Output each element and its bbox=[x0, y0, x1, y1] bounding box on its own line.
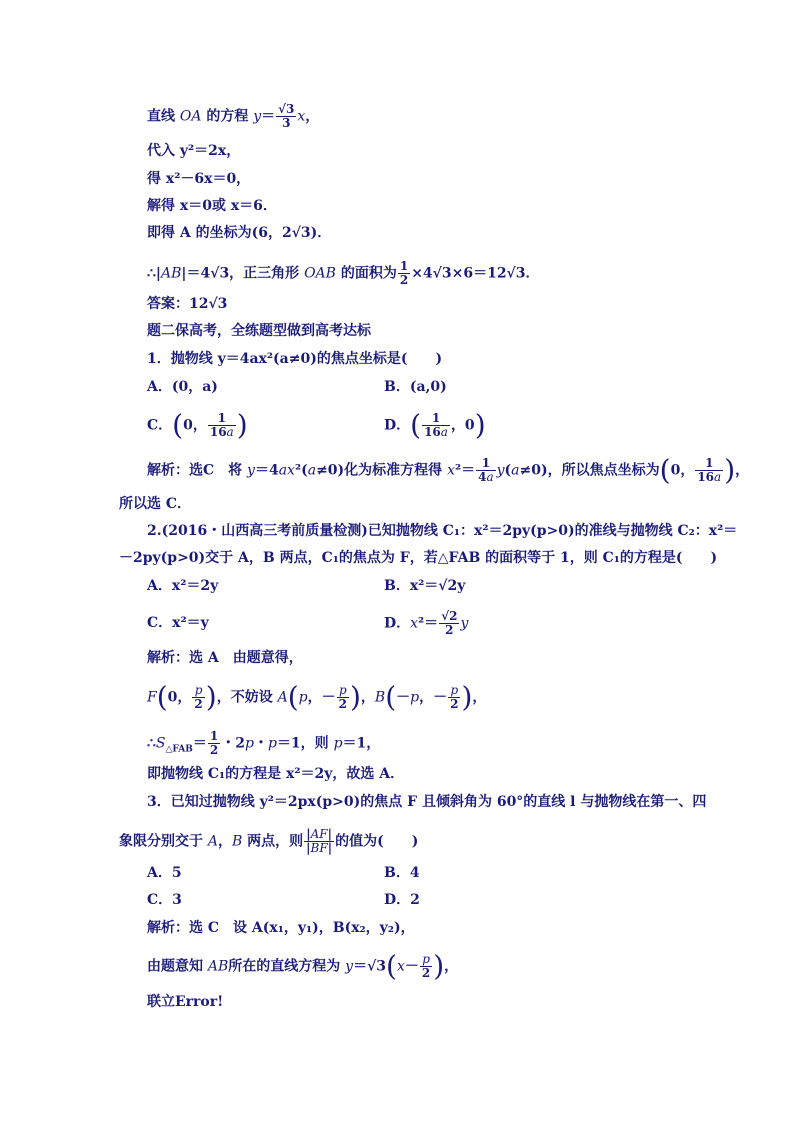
question-3-cont: 象限分别交于 A，B 两点，则 $\frac{|AF|}{|BF|}$ 的值为( ) bbox=[119, 827, 419, 855]
line-obtain: 得 x²－6x＝0， bbox=[147, 171, 251, 187]
q1-option-b: B．(a,0) bbox=[384, 379, 447, 395]
q2-option-a: A．x²＝2y bbox=[147, 578, 219, 594]
solution-1: 解析：选C 将 y＝4ax²(a≠0)化为标准方程得 x²＝ $\frac{1}{4a}$ y(a≠0)，所以焦点坐标为(0， $\frac{1}{16a}$ )， bbox=[147, 453, 750, 487]
section-heading: 题二保高考，全练题型做到高考达标 bbox=[147, 323, 371, 339]
q3-option-a: A．5 bbox=[147, 865, 182, 881]
line-substitute: 代入 y²＝2x， bbox=[147, 143, 241, 159]
fraction: $\frac{1}{2}$ bbox=[399, 259, 409, 287]
line-coordinate: 即得 A 的坐标为(6，2√3)． bbox=[147, 225, 332, 241]
question-2-cont: －2py(p>0)交于 A，B 两点，C₁的焦点为 F，若△FAB 的面积等于 1，则 C₁的方程是( ) bbox=[119, 550, 718, 566]
solution-2-area: $\therefore S_{\triangle FAB}=$ $\frac{1}{2}$ ・2p・p＝1，则 p＝1， bbox=[147, 729, 381, 757]
text-fragment: 直线 bbox=[147, 108, 180, 125]
q2-option-b: B．x²＝√2y bbox=[384, 578, 466, 594]
var: y bbox=[253, 108, 262, 125]
text-fragment: 的方程 bbox=[201, 108, 254, 125]
solution-3-system: 联立Error! bbox=[147, 994, 224, 1010]
question-2: 2.(2016・山西高三考前质量检测)已知抛物线 C₁：x²＝2py(p>0)的准线与抛物线 C₂：x²＝ bbox=[147, 523, 738, 539]
q1-option-d: D．( $\frac{1}{16a}$ ，0) bbox=[384, 408, 486, 442]
line-area: ∴|AB|＝4√3，正三角形 OAB 的面积为 $\frac{1}{2}$ ×4√3×6＝12√3． bbox=[147, 259, 540, 287]
solution-2-conclusion: 即抛物线 C₁的方程是 x²＝2y，故选 A． bbox=[147, 766, 405, 782]
line-answer: 答案：12√3 bbox=[147, 296, 228, 312]
q3-option-c: C．3 bbox=[147, 892, 182, 908]
q2-option-c: C．x²＝y bbox=[147, 615, 209, 631]
solution-2: 解析：选 A 由题意得， bbox=[147, 650, 303, 666]
var: x bbox=[297, 108, 306, 125]
solution-1-end: 所以选 C． bbox=[119, 496, 192, 512]
solution-2-points: F(0， $\frac{p}{2}$ )，不妨设 A(p，－ $\frac{p}{2}$ )，B(－p，－ $\frac{p}{2}$ )， bbox=[147, 680, 487, 714]
q3-option-d: D．2 bbox=[384, 892, 420, 908]
q1-option-a: A．(0，a) bbox=[147, 379, 218, 395]
var: OA bbox=[179, 108, 202, 125]
fraction: $\frac{√3}{3}$ bbox=[278, 102, 295, 130]
q2-option-d: D．x²＝ $\frac{√2}{2}$ y bbox=[384, 609, 469, 637]
solution-3-line: 由题意知 AB所在的直线方程为 y＝√3(x－ $\frac{p}{2}$ )， bbox=[147, 949, 459, 983]
line-oa-equation: 直线 OA 的方程 y＝ $\frac{√3}{3}$ x， bbox=[147, 102, 320, 130]
q3-option-b: B．4 bbox=[384, 865, 420, 881]
question-1: 1．抛物线 y＝4ax²(a≠0)的焦点坐标是( ) bbox=[147, 351, 443, 367]
q1-option-c: C．(0， $\frac{1}{16a}$ ) bbox=[147, 408, 248, 442]
line-solve: 解得 x＝0或 x＝6． bbox=[147, 198, 277, 214]
solution-3: 解析：选 C 设 A(x₁，y₁)，B(x₂，y₂)， bbox=[147, 920, 415, 936]
question-3: 3．已知过抛物线 y²＝2px(p>0)的焦点 F 且倾斜角为 60°的直线 l 与抛物线在第一、四 bbox=[147, 794, 707, 810]
